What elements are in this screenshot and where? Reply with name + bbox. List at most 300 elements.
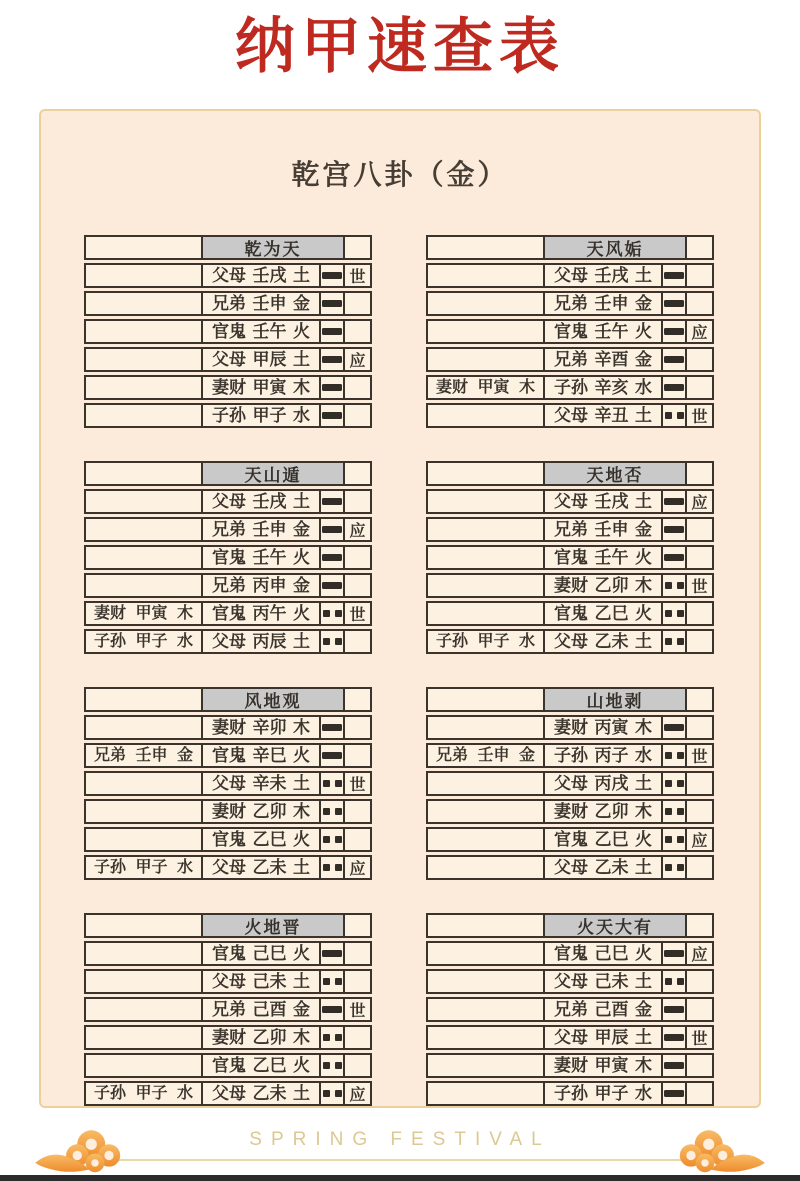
cloud-icon: [666, 1120, 772, 1176]
shiying-cell: 世: [685, 573, 714, 598]
line-symbol-cell: [319, 715, 345, 740]
yang-line-icon: [322, 272, 342, 279]
yin-line-icon: [665, 638, 684, 645]
hexagram-line-row: [84, 263, 374, 288]
line-symbol-cell: [661, 489, 687, 514]
line-symbol-cell: [319, 969, 345, 994]
fushen-cell: [426, 291, 545, 316]
hexagram-line-row: [426, 573, 716, 598]
line-text-cell: 妻财 乙卯 木: [543, 799, 663, 824]
fushen-cell: [426, 1025, 545, 1050]
shiying-cell: [685, 799, 714, 824]
yang-line-icon: [322, 1006, 342, 1013]
yang-line-icon: [664, 1090, 684, 1097]
fushen-cell: [84, 573, 203, 598]
hexagram-name: 火地晋: [201, 913, 345, 938]
hexagram-line-row: [426, 601, 716, 626]
line-text-cell: 兄弟 辛酉 金: [543, 347, 663, 372]
hexagram-line-row: [426, 347, 716, 372]
fushen-cell: [426, 1081, 545, 1106]
line-symbol-cell: [661, 291, 687, 316]
yin-line-icon: [665, 752, 684, 759]
line-text-cell: 官鬼 丙午 火: [201, 601, 321, 626]
hexagram-header-row: [84, 913, 374, 938]
yin-line-icon: [323, 780, 342, 787]
line-text-cell: 兄弟 壬申 金: [201, 517, 321, 542]
hexagram-line-row: [84, 827, 374, 852]
hexagram-line-row: [426, 855, 716, 880]
hexagram-line-row: [84, 1053, 374, 1078]
shiying-cell: [685, 855, 714, 880]
fushen-cell: [84, 319, 203, 344]
yang-line-icon: [664, 300, 684, 307]
yang-line-icon: [664, 554, 684, 561]
line-text-cell: 兄弟 丙申 金: [201, 573, 321, 598]
line-symbol-cell: [661, 1081, 687, 1106]
shiying-cell: [343, 827, 372, 852]
yin-line-icon: [665, 978, 684, 985]
shiying-cell: [685, 291, 714, 316]
line-text-cell: 父母 乙未 土: [201, 1081, 321, 1106]
hexagram-header-row: [84, 461, 374, 486]
shiying-cell: [685, 997, 714, 1022]
fushen-cell: [84, 263, 203, 288]
line-text-cell: 父母 丙戌 土: [543, 771, 663, 796]
hexagram-line-row: [426, 375, 716, 400]
yin-line-icon: [323, 610, 342, 617]
footer-divider: [90, 1159, 710, 1161]
hexagram-line-row: [84, 375, 374, 400]
yang-line-icon: [322, 328, 342, 335]
yang-line-icon: [664, 1034, 684, 1041]
line-symbol-cell: [661, 771, 687, 796]
hexagram-line-row: [84, 517, 374, 542]
hexagram-name: 火天大有: [543, 913, 687, 938]
line-text-cell: 父母 甲辰 土: [543, 1025, 663, 1050]
line-symbol-cell: [661, 375, 687, 400]
hexagram-line-row: [84, 347, 374, 372]
footer-caption: SPRING FESTIVAL: [249, 1129, 551, 1150]
shiying-cell: [685, 545, 714, 570]
yang-line-icon: [322, 752, 342, 759]
shiying-header-cell: [343, 687, 372, 712]
yin-line-icon: [323, 978, 342, 985]
fushen-cell: [426, 771, 545, 796]
line-text-cell: 父母 乙未 土: [543, 629, 663, 654]
fushen-header-cell: [426, 461, 545, 486]
shiying-cell: 应: [343, 517, 372, 542]
hexagram-header-row: [84, 235, 374, 260]
line-symbol-cell: [319, 1025, 345, 1050]
fushen-cell: [84, 715, 203, 740]
line-symbol-cell: [319, 319, 345, 344]
yin-line-icon: [323, 808, 342, 815]
line-symbol-cell: [319, 347, 345, 372]
shiying-cell: [343, 799, 372, 824]
line-symbol-cell: [661, 1025, 687, 1050]
shiying-cell: [685, 771, 714, 796]
hexagram-line-row: [84, 319, 374, 344]
cloud-icon: [28, 1120, 134, 1176]
hexagram-line-row: [84, 489, 374, 514]
fushen-header-cell: [426, 235, 545, 260]
hexagram-line-row: [84, 1081, 374, 1106]
fushen-cell: [84, 403, 203, 428]
shiying-cell: [685, 1053, 714, 1078]
line-symbol-cell: [661, 827, 687, 852]
bottom-bar: [0, 1175, 800, 1181]
line-symbol-cell: [319, 771, 345, 796]
line-symbol-cell: [319, 1053, 345, 1078]
hexagram-table: [84, 461, 374, 654]
line-symbol-cell: [661, 629, 687, 654]
hexagram-line-row: [426, 1081, 716, 1106]
hexagram-header-row: [426, 687, 716, 712]
line-text-cell: 妻财 甲寅 木: [543, 1053, 663, 1078]
tables-grid: [84, 235, 716, 1106]
hexagram-line-row: [426, 997, 716, 1022]
hexagram-line-row: [426, 403, 716, 428]
hexagram-table: [84, 913, 374, 1106]
yin-line-icon: [323, 836, 342, 843]
fushen-cell: 子孙 甲子 水: [84, 629, 203, 654]
fushen-cell: [426, 1053, 545, 1078]
fushen-cell: [84, 827, 203, 852]
line-symbol-cell: [319, 743, 345, 768]
line-text-cell: 父母 壬戌 土: [543, 489, 663, 514]
fushen-cell: 兄弟 壬申 金: [84, 743, 203, 768]
shiying-cell: [343, 489, 372, 514]
hexagram-line-row: [426, 771, 716, 796]
line-symbol-cell: [319, 855, 345, 880]
yang-line-icon: [664, 272, 684, 279]
fushen-header-cell: [426, 687, 545, 712]
hexagram-line-row: [426, 1053, 716, 1078]
fushen-cell: [84, 291, 203, 316]
line-symbol-cell: [319, 403, 345, 428]
line-text-cell: 兄弟 壬申 金: [543, 517, 663, 542]
fushen-cell: [426, 997, 545, 1022]
shiying-cell: [685, 1081, 714, 1106]
fushen-cell: 子孙 甲子 水: [426, 629, 545, 654]
line-text-cell: 官鬼 乙巳 火: [201, 1053, 321, 1078]
fushen-cell: [426, 347, 545, 372]
fushen-header-cell: [84, 913, 203, 938]
line-text-cell: 子孙 丙子 水: [543, 743, 663, 768]
footer: [0, 1117, 800, 1181]
yang-line-icon: [322, 498, 342, 505]
yang-line-icon: [322, 950, 342, 957]
fushen-cell: [426, 969, 545, 994]
line-symbol-cell: [319, 941, 345, 966]
hexagram-line-row: [426, 715, 716, 740]
line-text-cell: 妻财 丙寅 木: [543, 715, 663, 740]
hexagram-line-row: [84, 941, 374, 966]
line-symbol-cell: [319, 263, 345, 288]
hexagram-header-row: [426, 913, 716, 938]
fushen-cell: [84, 1053, 203, 1078]
shiying-cell: [343, 291, 372, 316]
shiying-cell: 应: [685, 941, 714, 966]
shiying-cell: [343, 1025, 372, 1050]
line-symbol-cell: [661, 969, 687, 994]
fushen-cell: [84, 941, 203, 966]
fushen-cell: [426, 827, 545, 852]
line-symbol-cell: [319, 517, 345, 542]
yin-line-icon: [665, 582, 684, 589]
fushen-cell: 兄弟 壬申 金: [426, 743, 545, 768]
line-symbol-cell: [319, 545, 345, 570]
shiying-cell: [343, 941, 372, 966]
yang-line-icon: [322, 582, 342, 589]
shiying-cell: 应: [685, 489, 714, 514]
yin-line-icon: [323, 864, 342, 871]
yang-line-icon: [664, 724, 684, 731]
hexagram-table: [426, 461, 716, 654]
fushen-cell: [426, 941, 545, 966]
line-text-cell: 父母 乙未 土: [543, 855, 663, 880]
yin-line-icon: [665, 780, 684, 787]
fushen-cell: [84, 997, 203, 1022]
hexagram-line-row: [84, 629, 374, 654]
shiying-cell: [343, 715, 372, 740]
shiying-header-cell: [685, 687, 714, 712]
shiying-cell: 应: [685, 827, 714, 852]
line-text-cell: 父母 辛未 土: [201, 771, 321, 796]
hexagram-line-row: [426, 545, 716, 570]
hexagram-line-row: [84, 291, 374, 316]
fushen-cell: [84, 1025, 203, 1050]
line-symbol-cell: [319, 629, 345, 654]
line-symbol-cell: [661, 263, 687, 288]
shiying-cell: [685, 629, 714, 654]
fushen-cell: [426, 517, 545, 542]
line-symbol-cell: [319, 799, 345, 824]
shiying-cell: 应: [343, 1081, 372, 1106]
fushen-cell: [426, 319, 545, 344]
yin-line-icon: [665, 412, 684, 419]
fushen-cell: 妻财 甲寅 木: [84, 601, 203, 626]
shiying-cell: [343, 375, 372, 400]
hexagram-table: [84, 687, 374, 880]
line-text-cell: 父母 乙未 土: [201, 855, 321, 880]
line-text-cell: 父母 己未 土: [543, 969, 663, 994]
line-symbol-cell: [661, 601, 687, 626]
line-text-cell: 父母 壬戌 土: [201, 263, 321, 288]
hexagram-header-row: [426, 235, 716, 260]
line-symbol-cell: [319, 489, 345, 514]
shiying-cell: 世: [685, 1025, 714, 1050]
hexagram-line-row: [84, 969, 374, 994]
line-text-cell: 官鬼 乙巳 火: [201, 827, 321, 852]
fushen-cell: [426, 715, 545, 740]
line-symbol-cell: [661, 743, 687, 768]
hexagram-line-row: [84, 799, 374, 824]
shiying-cell: [343, 545, 372, 570]
hexagram-line-row: [84, 545, 374, 570]
fushen-cell: [426, 855, 545, 880]
hexagram-header-row: [84, 687, 374, 712]
fushen-cell: [84, 799, 203, 824]
shiying-header-cell: [343, 461, 372, 486]
yang-line-icon: [322, 526, 342, 533]
fushen-header-cell: [84, 235, 203, 260]
hexagram-line-row: [426, 827, 716, 852]
line-symbol-cell: [661, 941, 687, 966]
yin-line-icon: [665, 864, 684, 871]
line-symbol-cell: [661, 347, 687, 372]
line-text-cell: 父母 壬戌 土: [201, 489, 321, 514]
line-text-cell: 妻财 辛卯 木: [201, 715, 321, 740]
line-text-cell: 官鬼 壬午 火: [543, 545, 663, 570]
hexagram-line-row: [426, 517, 716, 542]
shiying-cell: [685, 263, 714, 288]
shiying-cell: 世: [685, 743, 714, 768]
shiying-cell: 世: [343, 771, 372, 796]
yin-line-icon: [665, 808, 684, 815]
fushen-cell: [426, 403, 545, 428]
yang-line-icon: [322, 300, 342, 307]
shiying-cell: [685, 715, 714, 740]
line-text-cell: 官鬼 壬午 火: [543, 319, 663, 344]
shiying-header-cell: [343, 913, 372, 938]
shiying-cell: 世: [343, 601, 372, 626]
line-symbol-cell: [661, 715, 687, 740]
shiying-header-cell: [343, 235, 372, 260]
line-symbol-cell: [661, 403, 687, 428]
shiying-cell: [685, 517, 714, 542]
line-text-cell: 妻财 乙卯 木: [201, 799, 321, 824]
shiying-header-cell: [685, 235, 714, 260]
hexagram-line-row: [84, 403, 374, 428]
shiying-cell: [685, 601, 714, 626]
hexagram-line-row: [84, 997, 374, 1022]
shiying-cell: [685, 347, 714, 372]
yang-line-icon: [664, 950, 684, 957]
line-text-cell: 子孙 辛亥 水: [543, 375, 663, 400]
fushen-header-cell: [426, 913, 545, 938]
line-symbol-cell: [661, 573, 687, 598]
hexagram-name: 天山遁: [201, 461, 345, 486]
yang-line-icon: [664, 526, 684, 533]
fushen-cell: [84, 969, 203, 994]
line-text-cell: 父母 甲辰 土: [201, 347, 321, 372]
hexagram-line-row: [84, 573, 374, 598]
shiying-cell: [685, 969, 714, 994]
fushen-cell: [426, 489, 545, 514]
hexagram-line-row: [426, 629, 716, 654]
fushen-cell: [426, 601, 545, 626]
line-symbol-cell: [319, 601, 345, 626]
fushen-cell: 子孙 甲子 水: [84, 855, 203, 880]
fushen-cell: 妻财 甲寅 木: [426, 375, 545, 400]
shiying-header-cell: [685, 913, 714, 938]
line-symbol-cell: [661, 319, 687, 344]
shiying-cell: [343, 969, 372, 994]
shiying-cell: [685, 375, 714, 400]
line-text-cell: 官鬼 乙巳 火: [543, 601, 663, 626]
hexagram-line-row: [426, 799, 716, 824]
shiying-cell: [343, 629, 372, 654]
hexagram-line-row: [426, 319, 716, 344]
line-text-cell: 妻财 甲寅 木: [201, 375, 321, 400]
hexagram-line-row: [84, 855, 374, 880]
yin-line-icon: [323, 1090, 342, 1097]
line-symbol-cell: [661, 517, 687, 542]
hexagram-line-row: [84, 771, 374, 796]
shiying-cell: 应: [343, 347, 372, 372]
hexagram-line-row: [426, 1025, 716, 1050]
hexagram-table: [426, 687, 716, 880]
hexagram-line-row: [426, 291, 716, 316]
najia-panel: [39, 109, 761, 1108]
fushen-cell: 子孙 甲子 水: [84, 1081, 203, 1106]
line-text-cell: 妻财 乙卯 木: [201, 1025, 321, 1050]
shiying-header-cell: [685, 461, 714, 486]
line-symbol-cell: [319, 375, 345, 400]
fushen-cell: [426, 573, 545, 598]
line-symbol-cell: [319, 827, 345, 852]
line-symbol-cell: [319, 573, 345, 598]
fushen-cell: [84, 771, 203, 796]
shiying-cell: [343, 403, 372, 428]
fushen-header-cell: [84, 461, 203, 486]
yin-line-icon: [323, 638, 342, 645]
yang-line-icon: [322, 384, 342, 391]
hexagram-line-row: [426, 941, 716, 966]
yang-line-icon: [322, 356, 342, 363]
line-text-cell: 官鬼 乙巳 火: [543, 827, 663, 852]
yin-line-icon: [665, 836, 684, 843]
line-text-cell: 父母 壬戌 土: [543, 263, 663, 288]
line-text-cell: 官鬼 己巳 火: [543, 941, 663, 966]
line-symbol-cell: [319, 997, 345, 1022]
line-symbol-cell: [319, 291, 345, 316]
yang-line-icon: [664, 356, 684, 363]
hexagram-line-row: [426, 489, 716, 514]
yang-line-icon: [664, 498, 684, 505]
line-symbol-cell: [661, 1053, 687, 1078]
hexagram-name: 乾为天: [201, 235, 345, 260]
yin-line-icon: [665, 610, 684, 617]
hexagram-table: [84, 235, 374, 428]
shiying-cell: [343, 319, 372, 344]
line-symbol-cell: [661, 855, 687, 880]
line-text-cell: 官鬼 壬午 火: [201, 319, 321, 344]
fushen-cell: [84, 517, 203, 542]
shiying-cell: 应: [343, 855, 372, 880]
fushen-cell: [84, 545, 203, 570]
hexagram-line-row: [426, 263, 716, 288]
hexagram-line-row: [426, 743, 716, 768]
section-title: 乾宫八卦（金）: [291, 159, 509, 190]
fushen-cell: [84, 489, 203, 514]
line-text-cell: 官鬼 壬午 火: [201, 545, 321, 570]
line-text-cell: 兄弟 己酉 金: [201, 997, 321, 1022]
hexagram-name: 山地剥: [543, 687, 687, 712]
hexagram-table: [426, 235, 716, 428]
fushen-cell: [426, 799, 545, 824]
hexagram-table: [426, 913, 716, 1106]
shiying-cell: 世: [343, 997, 372, 1022]
fushen-cell: [426, 545, 545, 570]
page-title: 纳甲速查表: [235, 13, 565, 80]
fushen-header-cell: [84, 687, 203, 712]
line-text-cell: 父母 辛丑 土: [543, 403, 663, 428]
yin-line-icon: [323, 1062, 342, 1069]
yang-line-icon: [322, 724, 342, 731]
line-text-cell: 父母 丙辰 土: [201, 629, 321, 654]
